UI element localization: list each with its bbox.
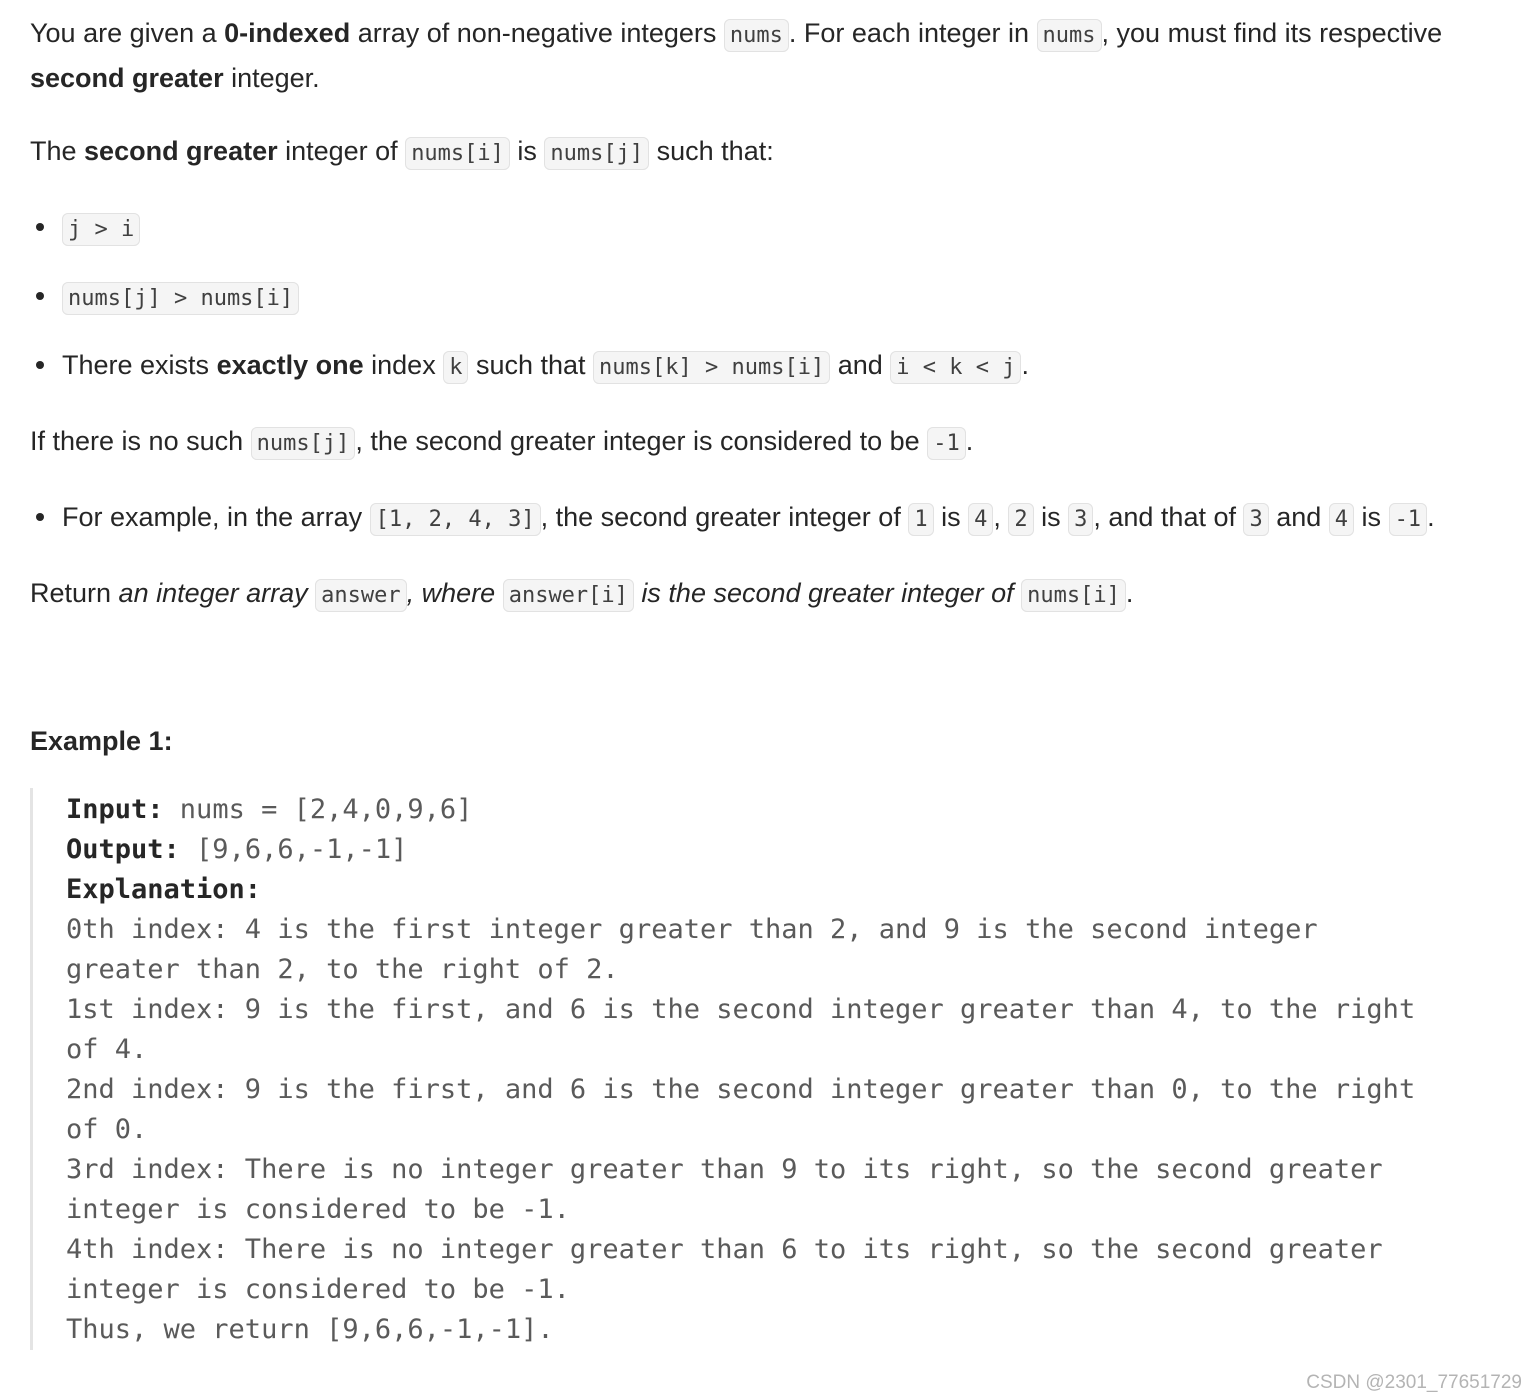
inline-code: nums[j] [251, 427, 356, 460]
inline-code: 4 [968, 503, 993, 536]
inline-code: nums[i] [1021, 579, 1126, 612]
text: such that [468, 350, 594, 380]
list-item [30, 275, 1470, 320]
inline-code: nums [1037, 19, 1102, 52]
example-list [30, 496, 1470, 541]
example-code-block [30, 788, 1470, 1350]
inline-code: answer[i] [503, 579, 634, 612]
example-title: Example 1: [30, 726, 173, 756]
text: There exists [62, 350, 217, 380]
output-label: Output: [66, 834, 180, 865]
bullet-icon [36, 292, 44, 300]
text: You are given a [30, 18, 225, 48]
italic-text: is the second greater integer of [633, 578, 1022, 608]
inline-code: i < k < j [890, 351, 1021, 384]
none-case-paragraph [30, 420, 1470, 465]
text: integer. [223, 63, 320, 93]
text: , and that of [1093, 502, 1244, 532]
input-value: nums = [2,4,0,9,6] [163, 794, 473, 825]
input-label: Input: [66, 794, 164, 825]
text: integer of [277, 136, 406, 166]
text: index [363, 350, 444, 380]
inline-code: nums[i] [405, 137, 510, 170]
inline-code: nums [724, 19, 789, 52]
text: , the second greater integer is considered to be [355, 426, 928, 456]
text: array of non-negative integers [350, 18, 724, 48]
text: Return [30, 578, 119, 608]
watermark: CSDN @2301_77651729 [1306, 1372, 1522, 1393]
inline-code: [1, 2, 4, 3] [370, 503, 541, 536]
bullet-icon [36, 361, 44, 369]
inline-code: j > i [62, 213, 140, 246]
bold-text: second greater [30, 63, 224, 93]
explanation-text: 0th index: 4 is the first integer greater than 2, and 9 is the second integer greater than 2, to the right of 2. 1st index: 9 is the first, and 6 is the second integer greater than 4, to the right of 4. 2nd index: 9 is the first, and 6 is the second integer greater than 0, to the right of 0. 3rd index: There is no integer greater than 9 to its right, so the second greater integer is considered to be -1. 4th index: There is no integer greater than 6 to its right, so the second greater integer is considered to be -1. Thus, we return [9,6,6,-1,-1]. [66, 914, 1416, 1345]
bullet-icon [36, 513, 44, 521]
list-item [30, 206, 1470, 251]
text: . [1125, 578, 1134, 608]
text: , you must find its respective [1101, 18, 1443, 48]
inline-code: k [443, 351, 468, 384]
bold-text: 0-indexed [224, 18, 351, 48]
inline-code: nums[k] > nums[i] [593, 351, 830, 384]
bullet-icon [36, 223, 44, 231]
text: and [830, 350, 891, 380]
inline-code: 4 [1329, 503, 1354, 536]
italic-text: an integer array [118, 578, 308, 608]
text: , [993, 502, 1009, 532]
inline-code: -1 [927, 427, 966, 460]
text: such that: [649, 136, 774, 166]
text: . For each integer in [788, 18, 1037, 48]
inline-code: 2 [1008, 503, 1033, 536]
inline-code: nums[j] > nums[i] [62, 282, 299, 315]
bold-text: exactly one [216, 350, 364, 380]
text: and [1268, 502, 1329, 532]
inline-code: -1 [1389, 503, 1428, 536]
inline-code: 1 [908, 503, 933, 536]
inline-code: nums[j] [544, 137, 649, 170]
explanation-label: Explanation: [66, 874, 262, 905]
text: If there is no such [30, 426, 251, 456]
inline-code: answer [315, 579, 406, 612]
text: . [965, 426, 974, 456]
italic-text: , where [406, 578, 503, 608]
text: , the second greater integer of [540, 502, 909, 532]
inline-code: 3 [1243, 503, 1268, 536]
definition-paragraph [30, 130, 1470, 175]
bold-text: second greater [84, 136, 278, 166]
text: . [1427, 502, 1435, 532]
inline-code: 3 [1068, 503, 1093, 536]
text: is [509, 136, 545, 166]
text: The [30, 136, 85, 166]
text: is [1354, 502, 1389, 532]
list-item [30, 496, 1470, 541]
list-item [30, 344, 1470, 389]
text: is [1033, 502, 1069, 532]
text: is [933, 502, 969, 532]
intro-paragraph [30, 12, 1470, 99]
output-value: [9,6,6,-1,-1] [179, 834, 408, 865]
problem-description [30, 12, 1470, 1350]
text: For example, in the array [62, 502, 370, 532]
return-paragraph [30, 572, 1470, 617]
conditions-list [30, 206, 1470, 389]
text: . [1021, 350, 1029, 380]
